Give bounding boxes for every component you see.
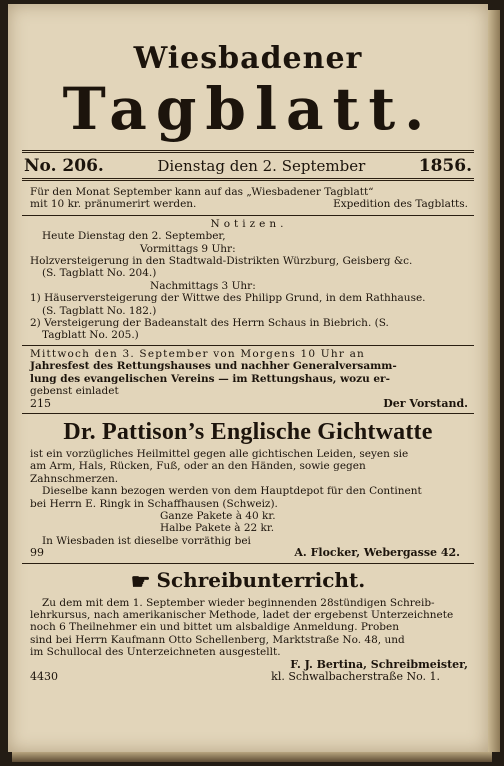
divider-2: [22, 345, 474, 346]
notizen-line-1: Vormittags 9 Uhr:: [140, 242, 236, 255]
pattison-line-5: Ganze Pakete à 40 kr.: [160, 509, 276, 522]
subscription-signature: Expedition des Tagblatts.: [333, 198, 468, 211]
subscription-line1: Für den Monat September kann auf das „Wiesbadener Tagblatt“: [30, 186, 374, 198]
rettungshaus-line3: lung des evangelischen Vereins — im Rettungshaus, wozu er-: [30, 372, 390, 385]
page-spine-edge: [488, 10, 500, 752]
pattison-line-1: am Arm, Hals, Rücken, Fuß, oder an den Händen, sowie gegen: [30, 460, 366, 473]
subscription-line2-left: mit 10 kr. pränumerirt werden.: [30, 198, 197, 211]
notizen-line-3: (S. Tagblatt No. 204.): [42, 267, 157, 280]
pattison-line-6: Halbe Pakete à 22 kr.: [160, 522, 275, 535]
notizen-line-8: Tagblatt No. 205.): [42, 329, 139, 342]
notizen-line-0: Heute Dienstag den 2. September,: [42, 230, 226, 243]
rettungshaus-number: 215: [30, 396, 51, 410]
rettungshaus-line4: gebenst einladet: [30, 385, 119, 398]
pattison-ad: [8, 448, 488, 560]
pattison-number: 99: [30, 546, 44, 560]
pattison-vendor-row: [30, 547, 468, 559]
pattison-line-7: In Wiesbaden ist dieselbe vorräthig bei: [42, 534, 251, 547]
newspaper-page: [8, 4, 488, 752]
schreib-line-2: noch 6 Theilnehmer ein und bittet um alsbaldige Anmeldung. Proben: [30, 621, 399, 634]
rettungshaus-notice: [8, 348, 488, 410]
notizen-heading: Notizen.: [210, 217, 288, 230]
pattison-line-0: ist ein vorzügliches Heilmittel gegen alle gichtischen Leiden, seyen sie: [30, 447, 409, 460]
rettungshaus-signature: Der Vorstand.: [383, 396, 468, 410]
masthead-rule-bottom: [22, 178, 474, 181]
issue-year: 1856.: [418, 156, 472, 176]
notizen-line-5: 1) Häuserversteigerung der Wittwe des Philipp Grund, in dem Rathhause.: [30, 292, 426, 305]
notizen-section: [8, 218, 488, 342]
rettungshaus-line1: Mittwoch den 3. September von Morgens 10 Uhr an: [30, 347, 365, 360]
rettungshaus-signature-row: [30, 398, 468, 410]
masthead-line2: Tagblatt.: [62, 75, 434, 143]
schreib-ad: [8, 597, 488, 684]
notizen-line-7: 2) Versteigerung der Badeanstalt des Herrn Schaus in Biebrich. (S.: [30, 317, 389, 330]
pattison-vendor: A. Flocker, Webergasse 42.: [294, 546, 460, 560]
pattison-line-3: Dieselbe kann bezogen werden von dem Hauptdepot für den Continent: [42, 485, 422, 498]
schreib-number: 4430: [30, 670, 58, 683]
page-bottom-edge: [12, 752, 492, 762]
schreib-headline-row: [8, 567, 488, 595]
subscription-line2: [30, 198, 468, 210]
notizen-line-2: Holzversteigerung in den Stadtwald-Distrikten Würzburg, Geisberg &c.: [30, 255, 413, 268]
schreib-line-0: Zu dem mit dem 1. September wieder beginnenden 28stündigen Schreib-: [42, 596, 435, 609]
notizen-line-6: (S. Tagblatt No. 182.): [42, 304, 157, 317]
pattison-headline: Dr. Pattison’s Englische Gichtwatte: [63, 418, 433, 445]
schreib-headline: Schreibunterricht.: [156, 567, 366, 592]
divider-4: [22, 563, 474, 564]
issue-line: [8, 153, 488, 178]
pattison-line-4: bei Herrn E. Ringk in Schaffhausen (Schweiz).: [30, 497, 278, 510]
subscription-notice: [8, 186, 488, 211]
rettungshaus-line2: Jahresfest des Rettungshauses und nachher Generalversamm-: [30, 360, 397, 373]
schreib-address: kl. Schwalbacherstraße No. 1.: [271, 670, 440, 683]
divider-3: [22, 413, 474, 414]
divider-1: [22, 215, 474, 216]
issue-date: Dienstag den 2. September: [157, 157, 366, 175]
schreib-line-3: sind bei Herrn Kaufmann Otto Schellenberg, Marktstraße No. 48, und: [30, 633, 405, 646]
schreib-line-4: im Schullocal des Unterzeichneten ausgestellt.: [30, 646, 281, 659]
masthead-line1: Wiesbadener: [133, 41, 363, 76]
issue-number: No. 206.: [24, 156, 104, 176]
pattison-line-2: Zahnschmerzen.: [30, 472, 119, 485]
notizen-line-4: Nachmittags 3 Uhr:: [150, 279, 256, 292]
schreib-address-row: [30, 671, 468, 683]
pointing-hand-icon: ☛: [130, 568, 151, 595]
schreib-signature: F. J. Bertina, Schreibmeister,: [290, 657, 468, 671]
schreib-line-1: lehrkursus, nach amerikanischer Methode, ladet der ergebenst Unterzeichnete: [30, 608, 454, 621]
